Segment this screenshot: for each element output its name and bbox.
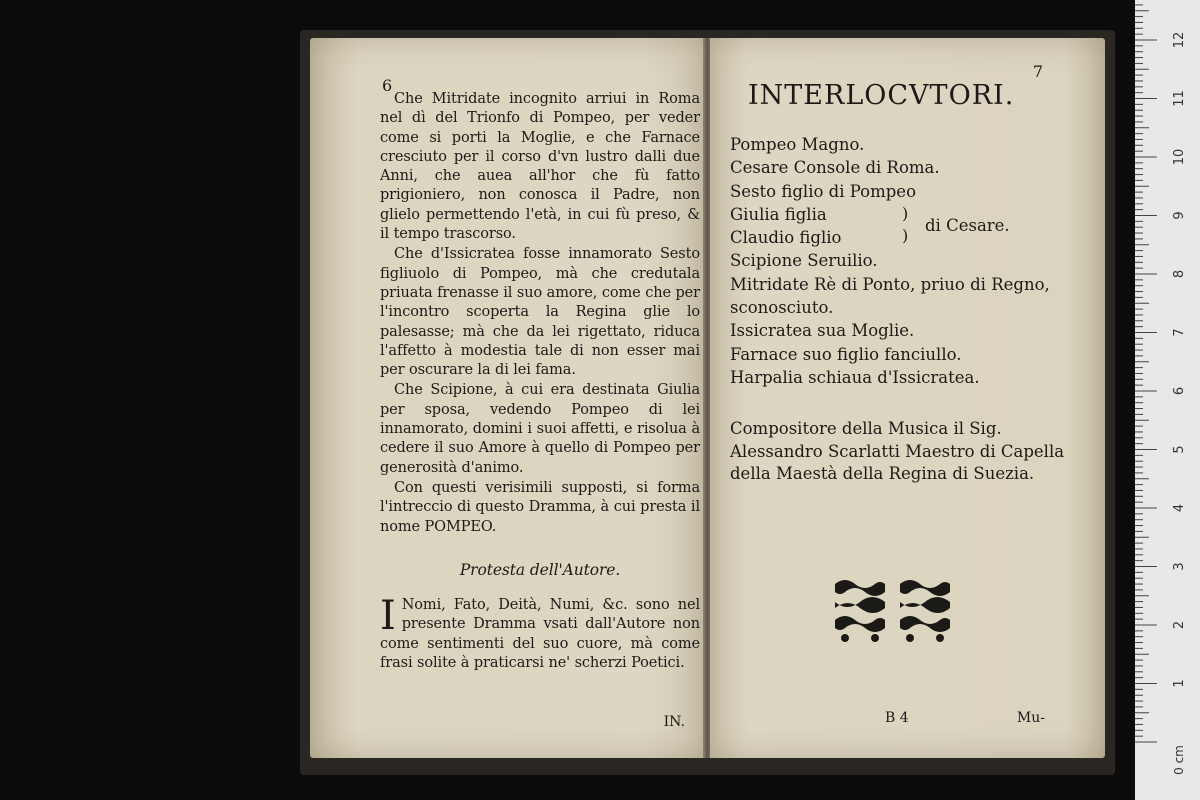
left-page — [310, 38, 705, 758]
cast-list — [730, 133, 1090, 389]
protesta-text-block — [380, 593, 700, 673]
signature-mark: B 4 — [885, 710, 909, 726]
cast-item: Mitridate Rè di Ponto, priuo di Regno, sconosciuto. — [730, 274, 1050, 318]
left-page-text — [380, 90, 700, 673]
paragraph-3: Che Scipione, à cui era destinata Giulia per sposa, vedendo Pompeo di lei innamorato, domini i suoi affetti, e risolua à cedere il suo Amore à quello di Pompeo per generosità d'animo. — [380, 382, 700, 476]
catchword-right: Mu- — [1016, 710, 1045, 726]
page-number-right: 7 — [1032, 62, 1043, 81]
open-book — [300, 30, 1115, 775]
ruler-number: 8 — [1172, 269, 1187, 279]
cast-item: Cesare Console di Roma. — [730, 158, 940, 178]
cast-item: Claudio figlio — [730, 228, 842, 248]
cast-item: Harpalia schiaua d'Issicratea. — [730, 367, 980, 387]
paragraph-2: Che d'Issicratea fosse innamorato Sesto figliuolo di Pompeo, mà che credutala priuata frenasse il suo amore, come che per l'incontro scoperta la Regina glie lo palesasse; mà che da lei rigettato, riduca l'affetto à modestia tale di non esser mai per oscurare la di lei fama. — [380, 246, 700, 379]
protesta-text: Nomi, Fato, Deità, Numi, &c. sono nel presente Dramma vsati dall'Autore non come sentimenti del suo cuore, mà come frasi solite à praticarsi ne' scherzi Poetici. — [380, 597, 700, 672]
brace-icon: ) ) — [902, 204, 909, 245]
ruler-number: 4 — [1172, 503, 1187, 513]
drop-cap: I — [380, 593, 396, 640]
cast-item: Farnace suo figlio fanciullo. — [730, 344, 962, 364]
ruler-number: 2 — [1172, 620, 1187, 630]
measuring-ruler — [1135, 0, 1200, 800]
page-number-left: 6 — [382, 76, 393, 95]
ruler-number: 3 — [1172, 562, 1187, 571]
cast-heading: INTERLOCVTORI. — [748, 80, 1015, 111]
brace-label: di Cesare. — [925, 216, 1010, 235]
ruler-number: 7 — [1172, 328, 1187, 337]
ruler-number: 9 — [1172, 211, 1187, 220]
printer-ornament-icon — [830, 576, 960, 646]
ruler-unit-label: 0 cm — [1172, 745, 1186, 775]
ruler-number: 12 — [1172, 31, 1187, 49]
composer-note: Compositore della Musica il Sig. Alessandro Scarlatti Maestro di Capella della Maestà della Regina di Suezia. — [730, 419, 1065, 483]
ruler-number: 11 — [1172, 90, 1187, 107]
catchword-left: IN. — [663, 714, 685, 730]
ruler-number: 6 — [1172, 386, 1187, 396]
cast-item: Giulia figlia — [730, 204, 827, 224]
cast-item: Issicratea sua Moglie. — [730, 321, 915, 341]
protesta-title: Protesta dell'Autore. — [459, 560, 621, 579]
paragraph-1: Che Mitridate incognito arriui in Roma nel dì del Trionfo di Pompeo, per veder come si porti la Moglie, e che Farnace cresciuto per il corso d'vn lustro dalli due Anni, che auea all'hor che fù fatto prigioniero, non conosca il Padre, non glielo permettendo l'età, in cui fù preso, & il tempo trascorso. — [380, 91, 700, 243]
cast-item: Scipione Seruilio. — [730, 251, 878, 271]
right-page — [710, 38, 1105, 758]
ruler-ticks — [1135, 0, 1200, 800]
cast-item: Pompeo Magno. — [730, 135, 865, 154]
ruler-number: 1 — [1172, 679, 1187, 688]
cast-item: Sesto figlio di Pompeo — [730, 181, 917, 201]
paragraph-4: Con questi verisimili supposti, si forma l'intreccio di questo Dramma, à cui presta il nome POMPEO. — [380, 479, 700, 535]
ruler-number: 5 — [1172, 445, 1187, 454]
ruler-number: 10 — [1172, 148, 1187, 166]
